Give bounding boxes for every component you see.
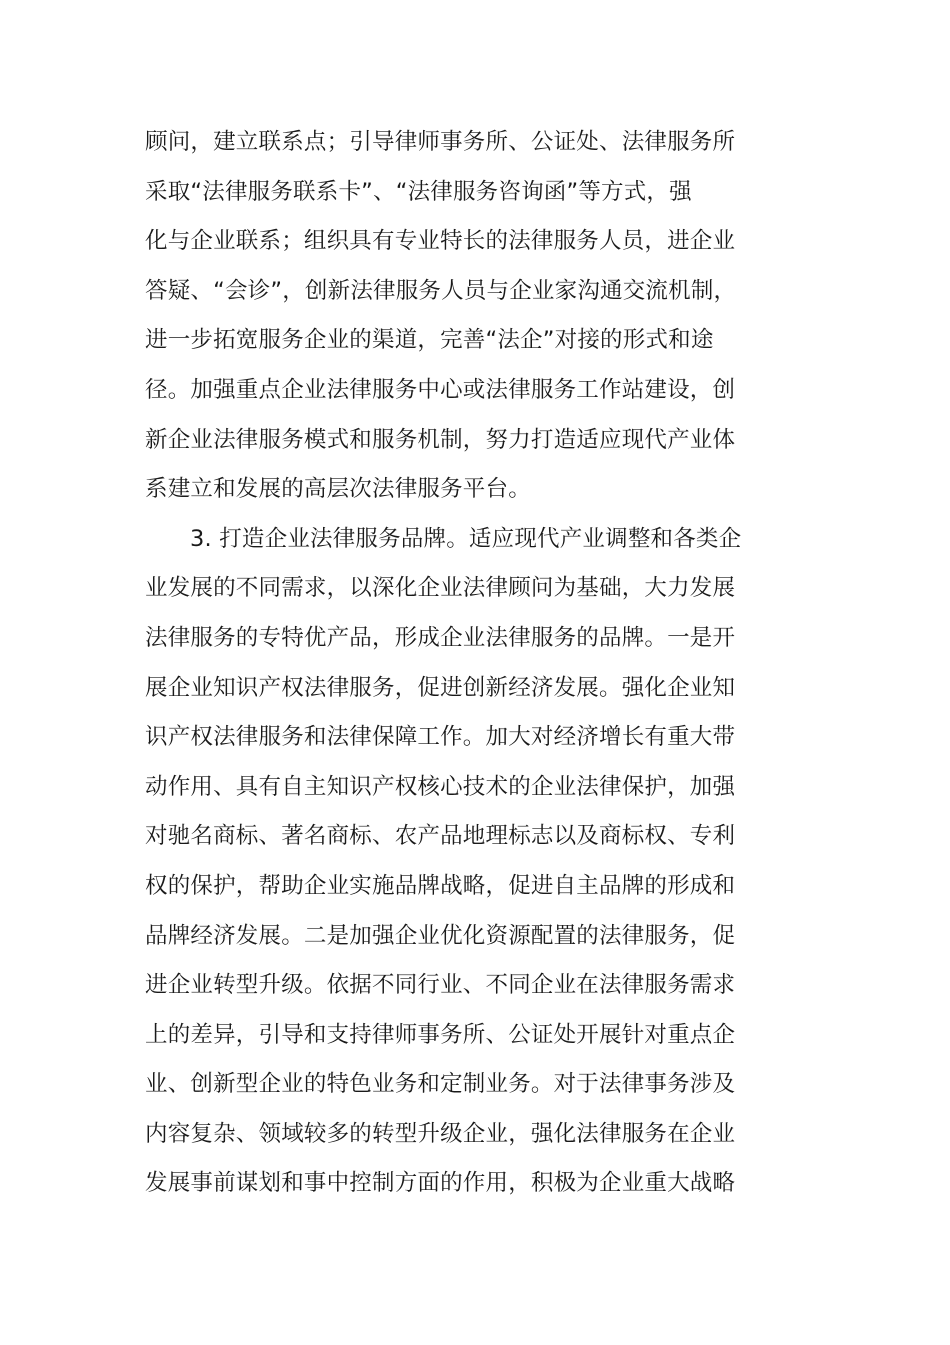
text-line: 进一步拓宽服务企业的渠道，完善“法企”对接的形式和途: [145, 327, 714, 354]
text-line: 径。加强重点企业法律服务中心或法律服务工作站建设，创: [145, 376, 736, 403]
text-line: 采取“法律服务联系卡”、“法律服务咨询函”等方式，强: [145, 178, 692, 205]
text-line: 展企业知识产权法律服务，促进创新经济发展。强化企业知: [145, 674, 736, 701]
text-line: 发展事前谋划和事中控制方面的作用，积极为企业重大战略: [145, 1170, 736, 1197]
text-line: 内容复杂、领域较多的转型升级企业，强化法律服务在企业: [145, 1120, 736, 1147]
text-line: 动作用、具有自主知识产权核心技术的企业法律保护，加强: [145, 773, 736, 800]
text-line: 权的保护，帮助企业实施品牌战略，促进自主品牌的形成和: [145, 872, 736, 899]
body-text: [145, 118, 765, 1209]
text-line: 法律服务的专特优产品，形成企业法律服务的品牌。一是开: [145, 624, 736, 651]
text-line: 化与企业联系；组织具有专业特长的法律服务人员，进企业: [145, 228, 736, 255]
text-line: 答疑、“会诊”，创新法律服务人员与企业家沟通交流机制，: [145, 277, 737, 304]
text-line: 上的差异，引导和支持律师事务所、公证处开展针对重点企: [145, 1021, 736, 1048]
text-line: 进企业转型升级。依据不同行业、不同企业在法律服务需求: [145, 972, 736, 999]
text-line: 新企业法律服务模式和服务机制，努力打造适应现代产业体: [145, 426, 736, 453]
text-line: 业发展的不同需求，以深化企业法律顾问为基础，大力发展: [145, 575, 736, 602]
text-line: 顾问，建立联系点；引导律师事务所、公证处、法律服务所: [145, 129, 736, 155]
text-line: 识产权法律服务和法律保障工作。加大对经济增长有重大带: [145, 724, 736, 751]
text-line: 系建立和发展的高层次法律服务平台。: [145, 476, 531, 503]
text-line: 对驰名商标、著名商标、农产品地理标志以及商标权、专利: [145, 823, 736, 850]
text-line: 品牌经济发展。二是加强企业优化资源配置的法律服务，促: [145, 922, 736, 949]
text-line: 业、创新型企业的特色业务和定制业务。对于法律事务涉及: [145, 1071, 736, 1098]
section-heading-line: 3. 打造企业法律服务品牌。适应现代产业调整和各类企: [190, 525, 742, 552]
